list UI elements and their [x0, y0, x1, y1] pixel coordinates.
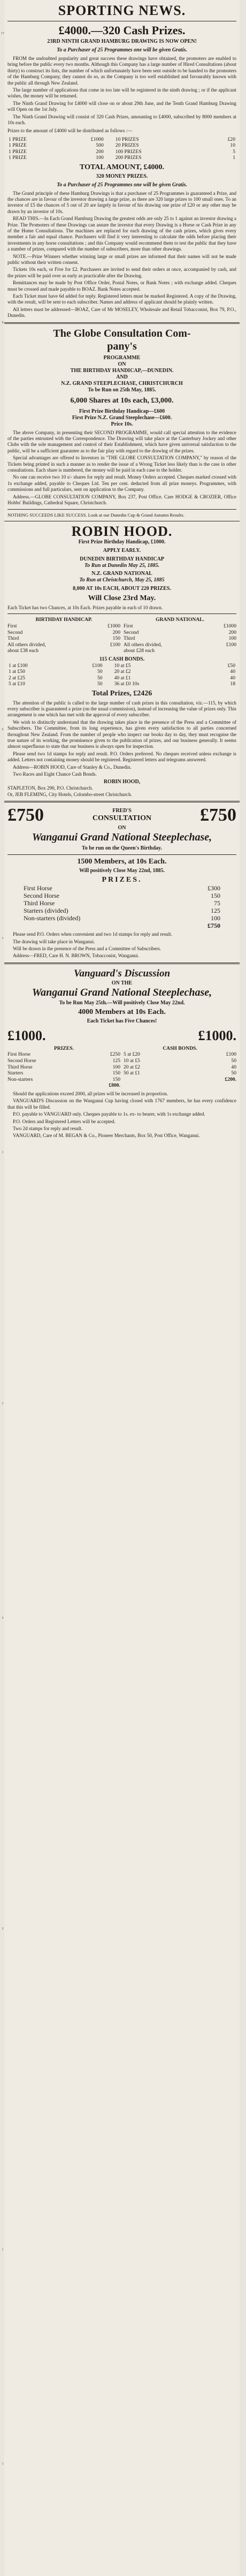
- cell: 100 PRIZES: [115, 148, 142, 155]
- cell: £100: [92, 662, 103, 669]
- divider: [4, 322, 240, 324]
- cell: 1 PRIZE: [9, 155, 27, 161]
- divider: [7, 509, 236, 510]
- list-item: [7, 914, 236, 922]
- section-heading: SPORTING NEWS.: [58, 3, 186, 18]
- paragraph: Address—ROBIN HOOD, Care of Stanley & Co., Dunedin.: [13, 764, 132, 770]
- list-heading: [7, 617, 120, 623]
- banner-center: [93, 808, 151, 823]
- programme-label: PROGRAMME: [103, 354, 141, 361]
- list-item: [7, 1070, 120, 1077]
- paragraph: No one can receive two 10 s/- shares for reply and result. Money Orders accepted. Cheques marked crossed with 1s exchange added, payable to Cheques Ltd. Ten per cent. deducted from all prize moneys. Programmes, with commissions and full particulars, sent on application to the Company.: [7, 474, 236, 493]
- cell: 5 at £10: [9, 681, 25, 687]
- cell: 1 at £100: [9, 662, 28, 669]
- globe-consultation-ad: [4, 327, 240, 518]
- robin-body-text: [7, 700, 236, 778]
- cell: 5: [233, 148, 235, 155]
- paragraph: Tickets 10s each, or Five for £2. Purchasers are invited to send their orders at once, accompanied by cash, and the prizes will be paid over as early as practicable after the Drawing.: [7, 267, 236, 278]
- value: 150: [211, 892, 220, 900]
- first-prize-line: First Prize Birthday Handicap—£600: [79, 408, 165, 414]
- list-heading: [124, 1045, 236, 1052]
- event-line: N.Z. GRAND STEEPLECHASE, CHRISTCHURCH: [61, 380, 183, 387]
- cell: 10 at £5: [114, 662, 131, 669]
- label: Third: [7, 635, 19, 642]
- table-row: [7, 149, 236, 155]
- cell: 200: [96, 148, 104, 155]
- paragraph: The large number of applications that come in too late will be registered in the ninth drawing ; or if the applicant wishes, the money will be returned.: [7, 87, 236, 99]
- table-row: [7, 155, 236, 161]
- list-item: [7, 630, 120, 636]
- prize-headline: £4000.—320 Cash Prizes.: [58, 24, 186, 37]
- margin-number: 1: [2, 1151, 4, 1154]
- value: 150: [112, 635, 120, 642]
- vanguard-prize-list: [7, 1045, 120, 1089]
- table-row: [7, 669, 236, 675]
- cell: 2 at £25: [9, 675, 25, 681]
- margin-number: 1: [2, 2248, 4, 2252]
- value: 40: [231, 1064, 236, 1070]
- race-when: To Run at Dunedin May 25, 1885.: [84, 562, 160, 569]
- drawing-subhead: 23RD NINTH GRAND HAMBURG DRAWING IS NOW OPEN!: [47, 39, 197, 44]
- value: 50: [231, 1070, 236, 1077]
- cell: 1 at £50: [9, 669, 25, 675]
- label: First: [7, 623, 17, 629]
- divider: [4, 963, 240, 964]
- margin-number: 7: [2, 1403, 4, 1406]
- apply-early: APPLY EARLY.: [103, 547, 141, 554]
- heading-text: PRIZES.: [53, 1045, 74, 1051]
- notice-line: NOTHING SUCCEEDS LIKE SUCCESS. Look at our Dunedin Cup & Grand Autumn Results.: [7, 512, 184, 518]
- cell: 200 PRIZES: [115, 155, 142, 161]
- list-total: [7, 922, 236, 929]
- list-heading: [124, 617, 236, 623]
- sporting-intro-text: [7, 56, 236, 126]
- cell: 20 PRIZES: [115, 142, 139, 149]
- value: £1000: [107, 623, 120, 629]
- paragraph: Should the applications exceed 2000, all prizes will be increased in proportion.: [13, 1090, 168, 1096]
- signoff: Or, JEB FLEMING, City Hotels, Colombo-street Christchurch.: [7, 791, 132, 797]
- amount-right: £1000.: [198, 1027, 236, 1043]
- paragraph: The above Company, in presenting their SECOND PROGRAMME, would call special attention to the evidence of the parties entrusted with the Correspondence. The Drawing will take place at the Canterbury Jockey and other Clubs with the sole management and control of their Establishment, which have given universal satisfaction to the public, will be a sufficient guarantee as to the fair play with regard to the drawing of the prizes.: [7, 429, 236, 453]
- cell: 36 at £0 10s: [114, 681, 140, 687]
- members-line: 4000 Members at 10s Each.: [78, 1007, 166, 1016]
- label: Second Horse: [24, 892, 59, 900]
- amount-right: £750: [200, 805, 236, 825]
- sporting-body-text: [7, 191, 236, 319]
- shares-line: 6,000 Shares at 10s each, £3,000.: [70, 396, 174, 405]
- value: 125: [211, 907, 220, 915]
- race-title: Wanganui Grand National Steeplechase,: [32, 831, 212, 844]
- cell: 50: [97, 675, 103, 681]
- list-item: [7, 1064, 120, 1071]
- list-item: [124, 1051, 236, 1058]
- paragraph: P.O. Orders and Registered Letters will be accepted.: [13, 1118, 116, 1124]
- ad-title: ROBIN HOOD.: [71, 523, 173, 539]
- cell: 40: [230, 669, 235, 675]
- paragraph: FROM the undoubted popularity and great success these drawings have obtained, the promoters are enabled to bring before the public every two months. Although this Company has a large number of Hired Consultations (about thirty) to construct its lists, the number of which unfortunately have been sent outside to be handed to the promoters of the Hamburg Company, they cannot do so, as the Company is too well established and favourably known with the public all through New Zealand.: [7, 56, 236, 86]
- event-line: THE BIRTHDAY HANDICAP,—DUNEDIN.: [70, 367, 174, 374]
- table-row: [7, 137, 236, 142]
- value: 100: [112, 1064, 120, 1070]
- list-item: [7, 899, 236, 907]
- race-when: To Run at Christchurch, May 25, 1885: [79, 577, 165, 583]
- heading-text: GRAND NATIONAL.: [156, 617, 204, 623]
- margin-number: 1: [2, 937, 4, 940]
- label: 10 at £5: [124, 1058, 140, 1064]
- cell: 40: [230, 675, 235, 681]
- amount-left: £1000.: [7, 1027, 46, 1043]
- divider: [7, 854, 236, 855]
- value: 200: [228, 629, 236, 635]
- amount-banner: [7, 1026, 236, 1045]
- margin-number: 2: [2, 1927, 4, 1930]
- race-title: N.Z. GRAND NATIONAL: [91, 570, 152, 577]
- margin-number: 1: [2, 2463, 4, 2466]
- label: Third Horse: [7, 1064, 33, 1070]
- divider: [4, 801, 240, 802]
- value: 100: [211, 914, 220, 922]
- paragraph: Each Ticket must have 6d added for reply. Registered letters must be marked Registered. A copy of the Drawing, with the result, will be sent to each subscriber. Names and address of applicant should be plainly written.: [7, 293, 236, 305]
- list-item: [124, 635, 236, 642]
- value: 100: [228, 635, 236, 642]
- value: £300: [207, 884, 220, 892]
- label: Non-starters: [7, 1076, 33, 1082]
- list-item: [7, 907, 236, 914]
- label: 50 at £1: [124, 1070, 140, 1077]
- label: Second: [7, 629, 23, 635]
- fred-body-text: [7, 931, 236, 959]
- cash-bonds-table: [7, 663, 236, 687]
- paragraph: Address—FRED, Care H. N. BROWN, Tobacconist, Wanganui.: [13, 953, 140, 959]
- list-item: [7, 892, 236, 899]
- run-line: To be run on the Queen's Birthday.: [82, 845, 162, 852]
- paragraph: The attention of the public is called to the large number of cash prizes in this consultation, viz.—115, by which every subscriber is guaranteed a prize (on the usual commission), instead of increasing the value of prizes only. This arrangement is one which has met with the approval of every subscriber.: [7, 700, 236, 718]
- distribution-title: Prizes to the amount of £4000 will be distributed as follows :—: [7, 128, 133, 134]
- list-item: [7, 642, 120, 648]
- paragraph: VANGUARD, Care of M. BEGAN & Co., Pioneer Merchants, Box 50, Post Office, Wanganui.: [13, 1133, 200, 1139]
- label: Second Horse: [7, 1058, 36, 1064]
- paragraph: The Grand principle of these Hamburg Drawings is that a purchaser of 25 Programmes is guaranteed a Prize, and the chances are in favour of the investor drawing a large prize, as there are 320 large prizes to 100 small ones. To an investor of £5 the chances of 5 out of 20 are largely in favour of his drawing one prize of £20 or any other may be drawn by an investor of 10s.: [7, 190, 236, 214]
- label: 5 at £20: [124, 1051, 140, 1058]
- price-line: Price 10s.: [111, 421, 133, 427]
- paragraph: All letters must be addressed—BOAZ, Care of Mr MOSELEY, Wholesale and Retail Tobacconist, Box 79, P.O., Dunedin.: [7, 306, 236, 319]
- cell: 500: [96, 142, 104, 149]
- cell: 10: [230, 142, 235, 149]
- cell: 18: [230, 681, 235, 687]
- label: about £28 each: [124, 648, 155, 654]
- banner-title: FRED'S: [112, 808, 132, 814]
- value: 150: [112, 1076, 120, 1082]
- label: Starters (divided): [24, 907, 68, 915]
- paragraph: The Ninth Grand Drawing will consist of 320 Cash Prizes, amounting to £4000, subscribed by 8000 members at 10s each.: [7, 113, 236, 126]
- cell: £50: [227, 662, 235, 669]
- table-row: [7, 681, 236, 687]
- banner-subtitle: CONSULTATION: [92, 814, 152, 823]
- vanguards-discussion-ad: [4, 967, 240, 1139]
- paragraph: Will be drawn in the presence of the Press and a Committee of Subscribers.: [13, 946, 162, 951]
- value: 75: [214, 899, 220, 907]
- gratis-note: To a Purchaser of 25 Programmes one will be given Gratis.: [57, 47, 187, 53]
- cell: 10 PRIZES: [115, 136, 139, 142]
- list-item: [7, 635, 120, 642]
- paragraph: Please send P.O. Orders when convenient and two 1d stamps for reply and result.: [13, 931, 173, 937]
- divider: [7, 613, 236, 614]
- amount-left: £750: [7, 805, 44, 825]
- paragraph: The Ninth Grand Drawing for £4000 will close on or about 29th June, and the Tenth Grand Hamburg Drawing will Open on the 1st July.: [7, 100, 236, 112]
- ad-title: The Globe Consultation Com-: [53, 327, 191, 339]
- value: £100: [110, 641, 120, 648]
- gratis-note: To a Purchaser of 25 Programmes one will be given Gratis.: [57, 181, 187, 188]
- label: Second: [124, 629, 139, 635]
- value: £100: [226, 1051, 236, 1058]
- paragraph: Two Races and Eight Chance Cash Bonds.: [13, 771, 97, 777]
- label: about £38 each: [7, 648, 39, 654]
- total-amount: TOTAL AMOUNT, £4000.: [80, 163, 164, 171]
- paragraph: NOTE.—Prize Winners whether winning large or small prizes are informed that their names will not be made public without their written consent.: [7, 253, 236, 265]
- run-line: To be Run May 25th.—Will positively Close May 22nd.: [59, 999, 185, 1006]
- cell: 50: [97, 681, 103, 687]
- sporting-news-section: [4, 0, 240, 319]
- table-row: [7, 663, 236, 669]
- paragraph: Remittances may be made by Post Office Order, Postal Notes, or Bank Notes ; with exchange added. Cheques must be crossed and made payable to BOAZ. Bank Notes accepted.: [7, 280, 236, 292]
- cell: 20 at £2: [114, 669, 131, 675]
- vanguard-body-text: [7, 1091, 236, 1139]
- value: 150: [112, 1070, 120, 1077]
- value: 200: [112, 629, 120, 635]
- heading-text: BIRTHDAY HANDICAP.: [35, 617, 93, 623]
- list-heading: [7, 1045, 120, 1052]
- members-line: 8,000 AT 10s EACH, ABOUT 220 PRIZES.: [73, 585, 171, 592]
- prizes-heading: PRIZES.: [102, 876, 142, 884]
- globe-body-text: [7, 430, 236, 506]
- label: First: [124, 623, 133, 629]
- list-item: [124, 1070, 236, 1077]
- list-item: [124, 648, 236, 654]
- value: £750: [207, 922, 220, 930]
- cell: £20: [227, 136, 235, 142]
- amount-banner: [7, 806, 236, 825]
- margin-number: 6: [2, 728, 4, 731]
- margin-number: 3: [2, 1617, 4, 1620]
- prize-columns: [7, 617, 236, 654]
- label: First Horse: [24, 884, 52, 892]
- cell: 40 at £1: [114, 675, 131, 681]
- value: £100: [226, 641, 236, 648]
- close-date: Will Close 23rd May.: [88, 594, 156, 602]
- prize-columns: [7, 1045, 236, 1089]
- fred-prize-list: [7, 884, 236, 929]
- freds-consultation-ad: [4, 806, 240, 959]
- margin-number: 9: [2, 321, 4, 324]
- ad-subtitle: First Prize Birthday Handicap, £1000.: [78, 539, 166, 545]
- list-item: [124, 1064, 236, 1071]
- list-item: [124, 623, 236, 630]
- value: £200.: [225, 1076, 236, 1082]
- table-row: [7, 675, 236, 681]
- label: All others divided,: [7, 641, 46, 648]
- event-line: To be Run on 25th May, 1885.: [88, 387, 156, 393]
- paragraph: Please send two 1d stamps for reply and result. P.O. Orders preferred. No cheques received unless exchange is added. Letters not containing money should be registered. Registered letters and telegrams answered.: [7, 751, 236, 763]
- value: £250: [110, 1051, 120, 1058]
- label: Third Horse: [24, 899, 55, 907]
- ticket-note: Each Ticket has Five Chances!: [87, 1018, 157, 1024]
- race-title: Wanganui Grand National Steeplechase,: [32, 986, 212, 998]
- on-label: ON: [118, 361, 126, 367]
- newspaper-page: [1, 0, 240, 2576]
- cash-bonds-title: 115 CASH BONDS.: [99, 656, 145, 662]
- cell: 1 PRIZE: [9, 148, 27, 155]
- paragraph: VANGUARD'S Discussion on the Wanganui Cup having closed with 1767 members, he has every confidence that this will be filled.: [7, 1098, 236, 1110]
- list-item: [124, 1058, 236, 1064]
- value: 50: [231, 1058, 236, 1064]
- list-item: [7, 1058, 120, 1064]
- cell: 1 PRIZE: [9, 136, 27, 142]
- list-total: [124, 1077, 236, 1083]
- ad-title: pany's: [107, 340, 137, 352]
- robin-hood-ad: [4, 524, 240, 798]
- members-line: 1500 Members, at 10s Each.: [77, 858, 167, 866]
- close-date: Will positively Close May 22nd, 1885.: [79, 868, 165, 874]
- list-total: [7, 1082, 120, 1089]
- list-item: [124, 642, 236, 648]
- value: £800.: [109, 1082, 120, 1089]
- paragraph: We wish to distinctly understand that the drawing takes place in the presence of the Press and a Committee of Subscribers. The Committee, from its long experience, has given every satisfaction to all parties concerned throughout New Zealand. From the number of people who inspect our books day to day, they must recognise the true nature of its working, the prominence given to the publication of prizes, and our business generally. It seems almost superfluous to state that our business is always open for inspection.: [7, 719, 236, 749]
- list-item: [7, 1051, 120, 1058]
- paragraph: Address.—GLOBE CONSULTATION COMPANY, Box 237, Post Office. Care HODGE & CROZIER, Office Hobbs' Buildings, Cathedral Square, Christchurch.: [7, 494, 236, 506]
- list-item: [7, 884, 236, 892]
- vanguard-bond-list: [124, 1045, 236, 1089]
- paragraph: Two 2d stamps for reply and result.: [13, 1126, 83, 1131]
- cell: 50: [97, 669, 103, 675]
- paragraph: Special advantages are offered to Investors in "THE GLOBE CONSULTATION COMPANY," by reason of the Tickets being printed in such a manner as to render the issue of a Wrong Ticket less likely than is the case in other consultations. Each share is numbered, the money will be paid in each case to the holder.: [7, 455, 236, 473]
- birthday-prize-list: [7, 617, 120, 654]
- address-line: STAPLETON, Box 290, P.O. Christchurch.: [7, 785, 93, 791]
- address-name: ROBIN HOOD,: [103, 779, 141, 785]
- on-label: ON: [118, 825, 126, 831]
- list-item: [7, 648, 120, 654]
- label: Third: [124, 635, 135, 642]
- paragraph: The drawing will take place in Wanganui.: [13, 938, 95, 944]
- value: 125: [112, 1058, 120, 1064]
- table-row: [7, 142, 236, 148]
- margin-number: 17: [1, 32, 4, 35]
- cell: 1: [233, 155, 235, 161]
- label: First Horse: [7, 1051, 30, 1058]
- list-item: [124, 630, 236, 636]
- label: 20 at £2: [124, 1064, 140, 1070]
- on-label: ON THE: [111, 980, 133, 986]
- money-prizes: 320 MONEY PRIZES.: [96, 173, 148, 179]
- label: Starters: [7, 1070, 24, 1077]
- ad-title: Vanguard's Discussion: [73, 967, 171, 979]
- list-item: [7, 623, 120, 630]
- race-title: DUNEDIN BIRTHDAY HANDICAP: [80, 556, 164, 562]
- cell: £1000: [90, 136, 104, 142]
- total-prizes: Total Prizes, £2426: [91, 689, 152, 698]
- cell: 1 PRIZE: [9, 142, 27, 149]
- paragraph: READ THIS.—In Each Grand Hamburg Drawing the greatest odds are only 25 to 1 against an investor drawing a Prize. The Promoters of these Drawings can assure the investor that every Drawing is a Horse or Cash Prize in any of the Home Consultations. The machines are replaced for each drawing of the cash prizes, which gives every member a fair and equal chance. Purchasers will find it very interesting to calculate the odds before placing their investments in any horse consultations ; and this Company would recommend them to test the public that they have a number of prizes, compared with the number of subscribers, more than other drawings.: [7, 216, 236, 252]
- cell: 100: [96, 155, 104, 161]
- heading-text: CASH BONDS.: [163, 1045, 197, 1051]
- value: £1000: [224, 623, 236, 629]
- national-prize-list: [124, 617, 236, 654]
- label: All others divided,: [124, 641, 162, 648]
- paragraph: P.O. payable to VANGUARD only. Cheques payable to 1s. ex- to bearer, with 1s exchange added.: [13, 1111, 205, 1117]
- distribution-table: [7, 137, 236, 161]
- second-prize-line: First Prize N.Z. Grand Steeplechase—£600.: [72, 414, 172, 421]
- ticket-note: Each Ticket has two Chances, at 10s Each. Prizes payable in each of 10 drawn.: [7, 604, 163, 610]
- list-item: [7, 1077, 120, 1083]
- label: Non-starters (divided): [24, 914, 81, 922]
- event-line: AND: [116, 374, 128, 380]
